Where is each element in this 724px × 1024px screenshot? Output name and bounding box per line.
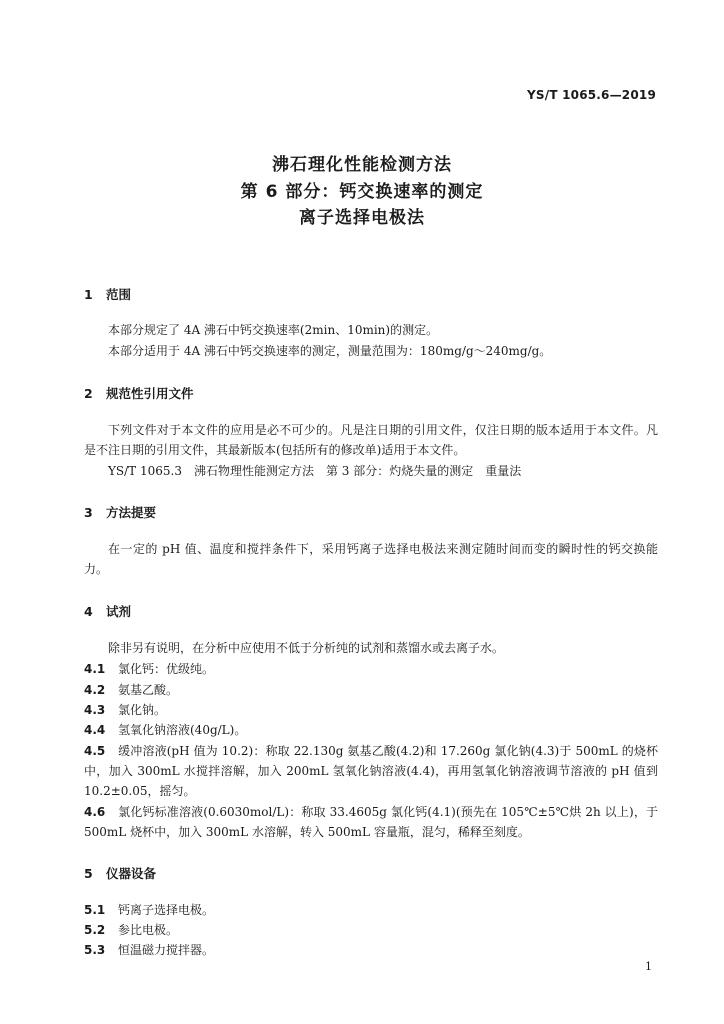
title-line-1: 沸石理化性能检测方法	[272, 155, 452, 175]
section-title: 方法提要	[106, 505, 157, 520]
clause-4-1: 4.1 氯化钙：优级纯。	[84, 662, 215, 676]
section-number: 2	[84, 386, 93, 401]
section-4-para-1: 除非另有说明，在分析中应使用不低于分析纯的试剂和蒸馏水或去离子水。	[108, 641, 505, 655]
section-2-para-1: 下列文件对于本文件的应用是必不可少的。凡是注日期的引用文件，仅注日期的版本适用于本文件。凡是不注日期的引用文件，其最新版本(包括所有的修改单)适用于本文件。	[84, 423, 658, 457]
section-1-para-2: 本部分适用于 4A 沸石中钙交换速率的测定，测量范围为：180mg/g～240mg/g。	[108, 344, 552, 358]
clause-5-3: 5.3 恒温磁力搅拌器。	[84, 943, 215, 957]
section-1-para-1: 本部分规定了 4A 沸石中钙交换速率(2min、10min)的测定。	[108, 323, 439, 337]
section-5-heading	[84, 864, 156, 882]
section-2-reference: YS/T 1065.3 沸石物理性能测定方法 第 3 部分：灼烧失量的测定 重量法	[108, 464, 522, 478]
title-line-2: 第 6 部分：钙交换速率的测定	[240, 182, 484, 202]
section-number: 1	[84, 287, 93, 302]
section-3-heading	[84, 503, 156, 521]
clause-4-6: 4.6 氯化钙标准溶液(0.6030mol/L)：称取 33.4605g 氯化钙(4.1)(预先在 105℃±5℃烘 2h 以上)，于 500mL 烧杯中，加入 300mL 水溶解，转入 500mL 容量瓶，混匀，稀释至刻度。	[84, 805, 658, 839]
clause-4-4: 4.4 氢氧化钠溶液(40g/L)。	[84, 723, 247, 737]
section-number: 3	[84, 505, 93, 520]
section-3-para-1: 在一定的 pH 值、温度和搅拌条件下，采用钙离子选择电极法来测定随时间而变的瞬时性的钙交换能力。	[84, 542, 658, 576]
section-number: 5	[84, 866, 93, 881]
clause-4-3: 4.3 氯化钠。	[84, 703, 167, 717]
clause-4-2: 4.2 氨基乙酸。	[84, 683, 179, 697]
section-title: 规范性引用文件	[106, 386, 194, 401]
section-1-heading	[84, 285, 131, 303]
section-title: 仪器设备	[106, 866, 157, 881]
page-number: 1	[645, 960, 652, 973]
section-4-heading	[84, 602, 131, 620]
section-title: 试剂	[106, 604, 132, 619]
title-line-3: 离子选择电极法	[299, 208, 425, 228]
section-title: 范围	[106, 287, 132, 302]
clause-4-5: 4.5 缓冲溶液(pH 值为 10.2)：称取 22.130g 氨基乙酸(4.2)和 17.260g 氯化钠(4.3)于 500mL 的烧杯中，加入 300mL 水搅拌溶解，加入 200mL 氢氧化钠溶液(4.4)，再用氢氧化钠溶液调节溶液的 pH 值到 10.2±0.05，摇匀。	[84, 744, 658, 798]
clause-5-1: 5.1 钙离子选择电极。	[84, 903, 215, 917]
section-number: 4	[84, 604, 93, 619]
clause-5-2: 5.2 参比电极。	[84, 923, 179, 937]
standard-code: YS/T 1065.6—2019	[527, 88, 656, 102]
section-2-heading	[84, 384, 194, 402]
